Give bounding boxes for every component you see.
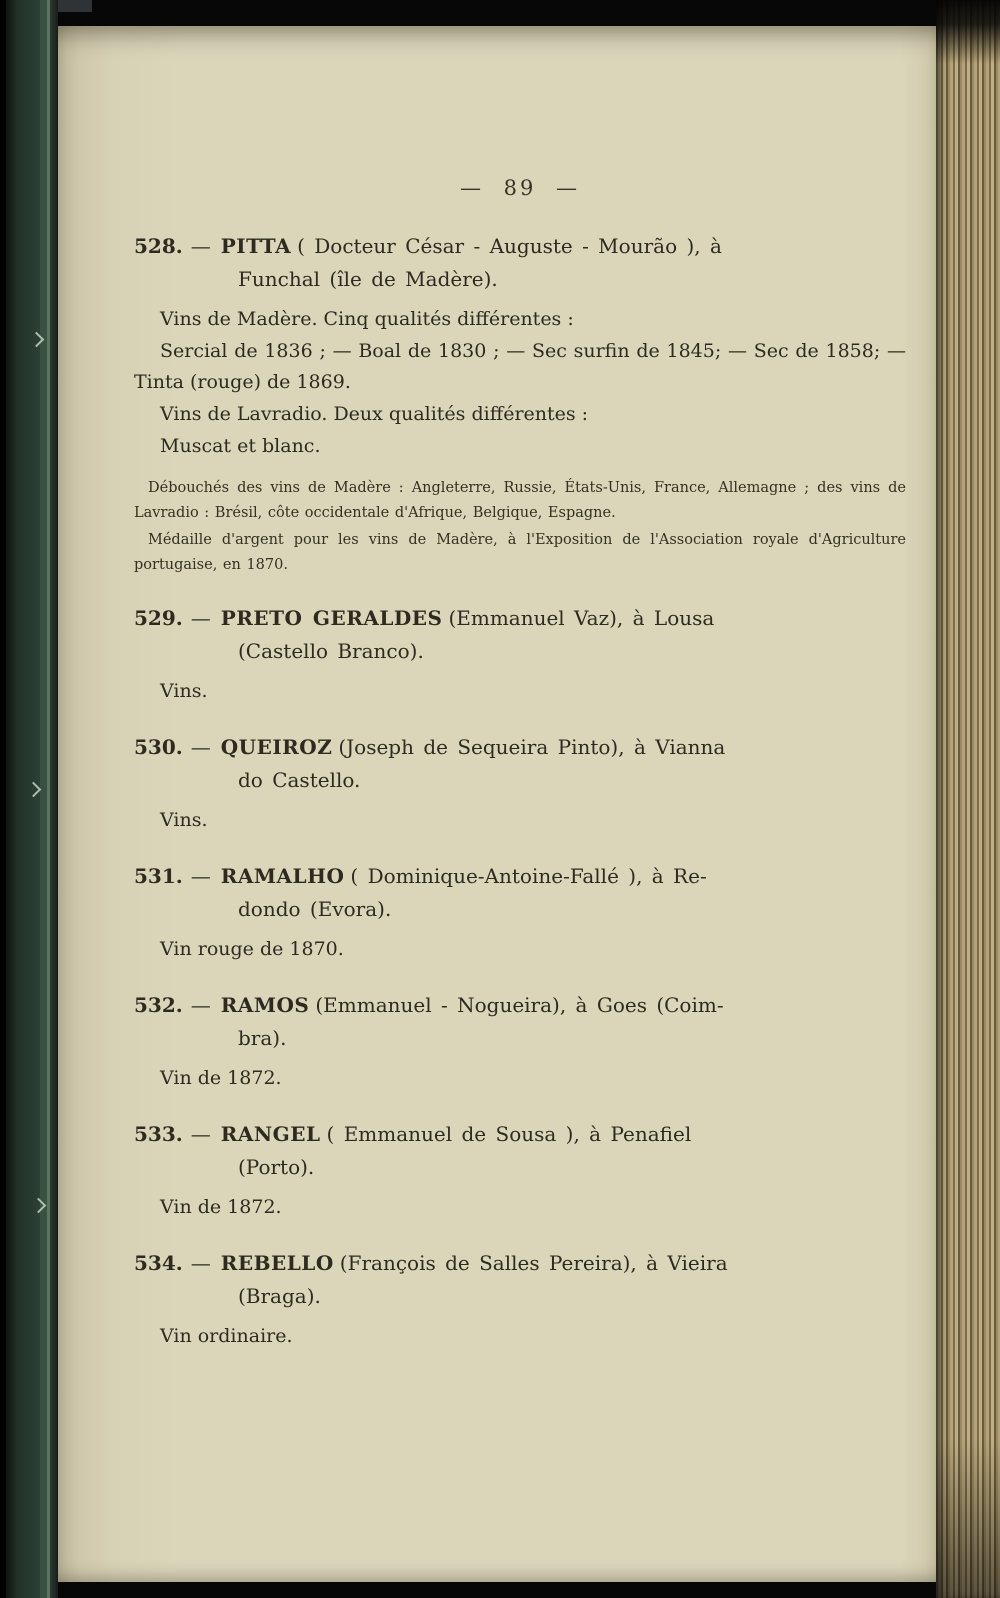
entry-body-para: Vins de Lavradio. Deux qualités différentes : <box>160 403 589 425</box>
entry-smallprint <box>134 476 906 578</box>
entry-body <box>134 304 906 462</box>
entry-heading-rest: ( Docteur César - Auguste - Mourão ), à <box>297 234 722 258</box>
catalog-entry-530 <box>134 731 906 836</box>
entry-heading-line2: (Porto). <box>238 1155 315 1179</box>
entry-heading <box>134 1118 906 1151</box>
entry-heading-line2: (Braga). <box>238 1284 321 1308</box>
entry-number: 529. <box>134 606 183 630</box>
entry-name: REBELLO <box>220 1251 334 1275</box>
entry-heading <box>134 860 906 893</box>
entry-body-para: Vin ordinaire. <box>160 1325 293 1347</box>
entry-heading-line2: (Castello Branco). <box>238 639 424 663</box>
entry-heading-rest: ( Dominique-Antoine-Fallé ), à Re- <box>350 864 707 888</box>
page-stack-edges <box>936 0 1000 1598</box>
catalog-entry-529 <box>134 602 906 707</box>
entry-body-para: Vins. <box>160 809 208 831</box>
catalog-entry-534 <box>134 1247 906 1352</box>
entry-dash: — <box>190 606 211 630</box>
entry-body-para: Vins de Madère. Cinq qualités différentes : <box>160 308 574 330</box>
entry-number: 532. <box>134 993 183 1017</box>
entry-dash: — <box>190 993 211 1017</box>
entry-heading <box>134 1247 906 1280</box>
entry-heading <box>134 602 906 635</box>
entry-name: RANGEL <box>220 1122 321 1146</box>
entry-name: PRETO GERALDES <box>220 606 443 630</box>
entry-dash: — <box>190 864 211 888</box>
entry-heading-line2: dondo (Evora). <box>238 897 392 921</box>
entry-dash: — <box>190 1122 211 1146</box>
entry-number: 534. <box>134 1251 183 1275</box>
entry-body-para: Vin rouge de 1870. <box>160 938 344 960</box>
entry-heading-rest: (Emmanuel - Nogueira), à Goes (Coim- <box>315 993 724 1017</box>
catalog-entry-531 <box>134 860 906 965</box>
entry-heading-rest: (François de Salles Pereira), à Vieira <box>339 1251 728 1275</box>
catalog-entry-533 <box>134 1118 906 1223</box>
entry-body-para: Vin de 1872. <box>160 1067 282 1089</box>
entry-number: 528. <box>134 234 183 258</box>
entry-heading <box>134 230 906 263</box>
entry-smallprint-para: Débouchés des vins de Madère : Angleterre, Russie, États-Unis, France, Allemagne ; des vins de Lavradio : Brésil, côte occidentale d'Afrique, Belgique, Espagne. <box>134 480 906 521</box>
entry-number: 530. <box>134 735 183 759</box>
book-spine <box>0 0 58 1598</box>
catalog-entry-532 <box>134 989 906 1094</box>
entry-heading-rest: (Emmanuel Vaz), à Lousa <box>448 606 715 630</box>
page-number: — 89 — <box>459 176 581 200</box>
catalog-entry-528 <box>134 230 906 578</box>
entry-body-para: Vins. <box>160 680 208 702</box>
entry-name: PITTA <box>220 234 292 258</box>
entry-dash: — <box>190 735 211 759</box>
entry-body-para: Vin de 1872. <box>160 1196 282 1218</box>
entry-dash: — <box>190 1251 211 1275</box>
spine-mark-icon <box>29 332 45 348</box>
entry-body <box>134 1321 906 1352</box>
entry-body <box>134 1063 906 1094</box>
entry-heading-rest: (Joseph de Sequeira Pinto), à Vianna <box>338 735 726 759</box>
entry-body <box>134 676 906 707</box>
entry-body <box>134 805 906 836</box>
entry-body-para: Muscat et blanc. <box>160 435 321 457</box>
entry-body <box>134 934 906 965</box>
entry-name: RAMALHO <box>220 864 345 888</box>
page-content <box>134 176 906 1353</box>
entry-heading <box>134 731 906 764</box>
entry-heading-line2: Funchal (île de Madère). <box>238 267 498 291</box>
entry-name: QUEIROZ <box>220 735 333 759</box>
entry-heading-line2: bra). <box>238 1026 287 1050</box>
entry-heading-rest: ( Emmanuel de Sousa ), à Penafiel <box>326 1122 692 1146</box>
entry-heading-line2: do Castello. <box>238 768 361 792</box>
entry-body <box>134 1192 906 1223</box>
entry-dash: — <box>190 234 211 258</box>
spine-mark-icon <box>26 782 42 798</box>
entry-number: 531. <box>134 864 183 888</box>
entry-heading <box>134 989 906 1022</box>
entry-body-para: Sercial de 1836 ; — Boal de 1830 ; — Sec surfin de 1845; — Sec de 1858; — Tinta (rouge) de 1869. <box>134 340 906 393</box>
book-page <box>58 26 936 1582</box>
spine-mark-icon <box>31 1198 47 1214</box>
entry-number: 533. <box>134 1122 183 1146</box>
entry-smallprint-para: Médaille d'argent pour les vins de Madère, à l'Exposition de l'Association royale d'Agriculture portugaise, en 1870. <box>134 532 906 573</box>
entry-name: RAMOS <box>220 993 310 1017</box>
